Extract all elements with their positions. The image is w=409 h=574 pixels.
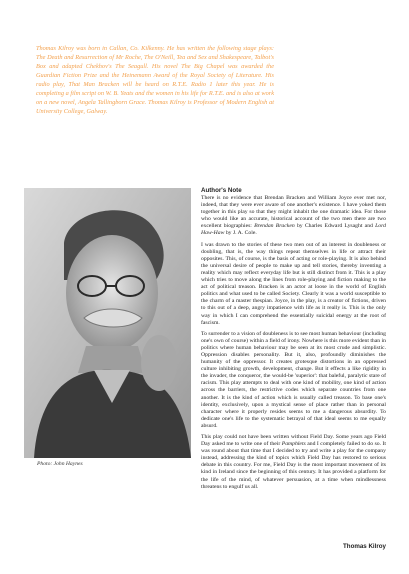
authors-note: [201, 187, 386, 495]
author-signature: Thomas Kilroy: [343, 543, 386, 550]
note-p4-text-a: This play could not have been written without Field Day. Some years ago Field Day asked me to write one of their: [201, 434, 386, 448]
note-p4-text-c: and I completely failed to do so. It was round about that time that I decided to try and write a play for the company instead, addressing the kind of topics which Field Day has restored to serious debate in this country. For me, Field Day is the most important movement of its kind in Ireland since the beginning of this century. It has provided a platform for the life of the mind, of whatever persuasion, at a time when mindlessness threatens to engulf us all.: [201, 441, 387, 490]
portrait-illustration: [24, 188, 191, 458]
note-p1-title-bracken: Brendan Bracken: [254, 223, 295, 230]
note-heading: Author's Note: [201, 187, 242, 194]
note-p1-text-c: by Charles Edward Lysaght and: [294, 223, 376, 230]
note-paragraph-4: [201, 434, 386, 491]
note-p1-text-a: There is no evidence that Brendan Bracken and William Joyce ever met nor, indeed, that they were ever aware of one another's existence. I have yoked them together in this play so that they might inhabit the one dramatic idea. For those who would like an accurate, historical account of the two men there are two excellent biographies:: [201, 195, 386, 230]
note-p1-title-hawhaw: Lord Haw-Haw: [201, 223, 386, 237]
author-bio: Thomas Kilroy was born in Callan, Co. Kilkenny. He has written the following stage plays: The Death and Resurrection of Mr Roche, The O'Neill, Tea and Sex and Shakespeare, Talbot's Box and adapted Chekhov's The Seagull. His novel The Big Chapel was awarded the Guardian Fiction Prize and the Heinemann Award of the Royal Society of Literature. His radio play, That Man Bracken will be heard on R.T.E. Radio 1 later this year. He is completing a film script on W. B. Yeats and the women in his life for R.T.E. and is also at work on a new novel, Angela Tallingborn Grace. Thomas Kilroy is Professor of Modern English at University College, Galway.: [36, 45, 274, 115]
note-p1-text-e: by J. A. Cole.: [224, 230, 257, 237]
photo-caption: Photo: John Haynes: [37, 461, 83, 467]
note-paragraph-1: [201, 195, 386, 238]
note-p4-title-pamphlets: Pamphlets: [281, 441, 306, 448]
note-paragraph-3: To surrender to a vision of doubleness is to see most human behaviour (including one's own of course) within a field of irony. Nowhere is this more evident than in politics where human behaviour may be seen at its most crude and simplistic. Oppression disables personality. But it, also, profoundly diminishes the humanity of the oppressor. It creates grotesque distortions in an oppressed culture inhibiting growth, development, change. But it effects a like rigidity in the invader, the conqueror, the would-be 'superior': that baleful, paralytic stare of racism. This play attempts to deal with one kind of mobility, one kind of action across the barriers, the restrictive codes which separate countries from one another. It is the kind of action which is usually called treason. To base one's identity, exclusively, upon a mystical sense of place rather than in personal character where it properly resides seems to me a dangerous absurdity. To dedicate one's life to the systematic betrayal of that ideal seems to me equally absurd.: [201, 330, 386, 429]
note-paragraph-2: I was drawn to the stories of these two men out of an interest in doubleness or doubling, that is, the way things repeat themselves in life or attract their opposites. This, of course, is the basis of acting or role-playing. It is also behind the universal desire of people to make up and tell stories, thereby inventing a reality which may reflect everyday life but is still distinct from it. This is a play which tries to move along the lines from role-playing and fiction making to the act of political treason. Bracken is an actor at loose in the world of English politics and what used to be called Society. Clearly it was a world susceptible to the charm of a master thespian. Joyce, in the play, is a creator of fictions, driven to this out of a deep, angry impatience with life as it really is. This is the only way in which I can comprehend the essentially suicidal energy at the root of fascism.: [201, 241, 386, 326]
portrait-photo: [24, 188, 191, 458]
